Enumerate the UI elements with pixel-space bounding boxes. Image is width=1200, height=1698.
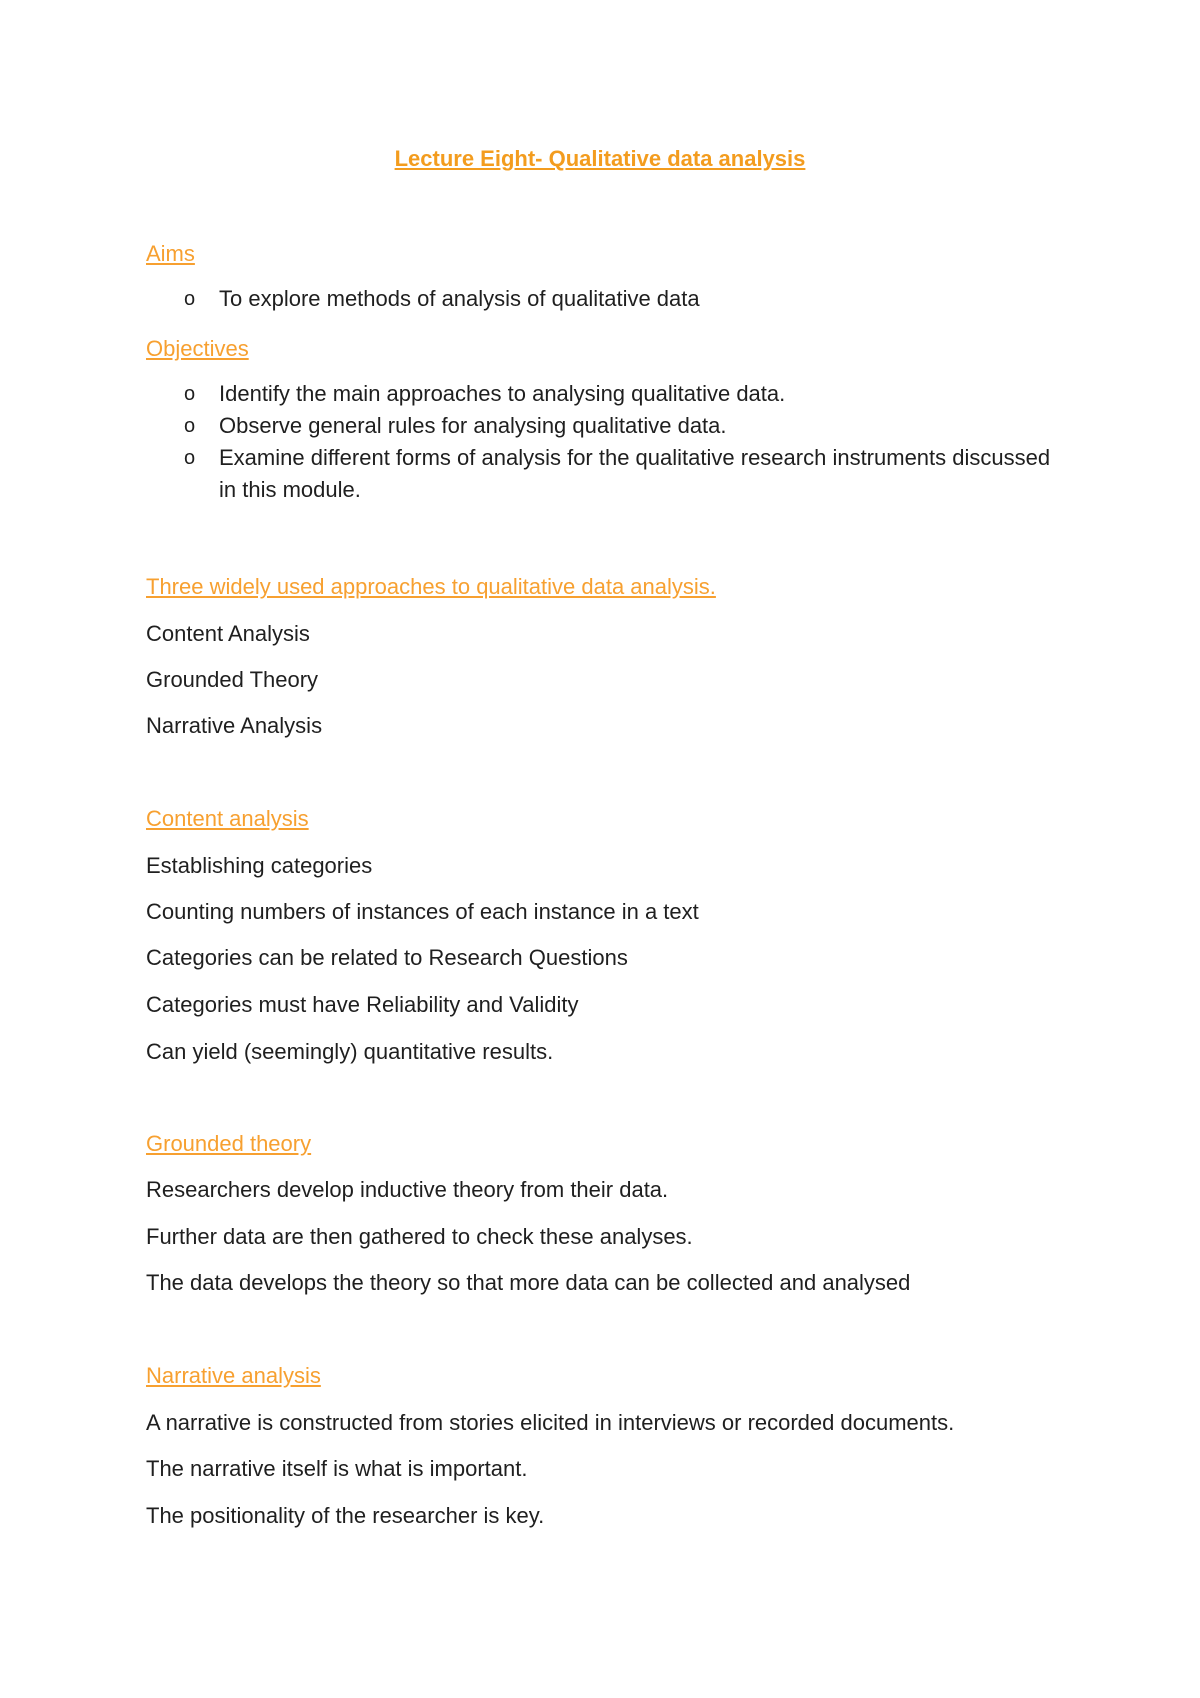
objectives-heading: Objectives [146,336,249,361]
grounded-theory-line: Further data are then gathered to check these analyses. [146,1224,693,1249]
list-item [146,410,1066,442]
bullet-marker: o [184,447,196,469]
list-item [146,442,1066,506]
aims-list-wrapper [146,283,1066,315]
objectives-section [146,338,1066,360]
approaches-line-1 [146,623,1066,645]
approaches-heading: Three widely used approaches to qualitative data analysis. [146,574,716,599]
narrative-line-1 [146,1412,1066,1434]
content-analysis-heading: Content analysis [146,806,309,831]
grounded-theory-line: Researchers develop inductive theory from their data. [146,1177,669,1202]
approach-item: Grounded Theory [146,667,319,692]
grounded-line-2 [146,1226,1066,1248]
content-analysis-line: Categories can be related to Research Questions [146,945,628,970]
content-analysis-line: Can yield (seemingly) quantitative results. [146,1039,554,1064]
bullet-marker: o [184,415,196,437]
approach-item: Content Analysis [146,621,310,646]
objectives-list [146,378,1066,506]
content-line-5 [146,1041,1066,1063]
content-analysis-line: Categories must have Reliability and Validity [146,992,579,1017]
objective-text: Identify the main approaches to analysing qualitative data. [219,381,786,406]
bullet-marker: o [184,383,196,405]
narrative-analysis-line: The narrative itself is what is important. [146,1456,528,1481]
objective-text: Observe general rules for analysing qualitative data. [219,413,727,438]
document-title: Lecture Eight- Qualitative data analysis [394,146,806,171]
grounded-theory-section [146,1133,1066,1155]
grounded-line-1 [146,1179,1066,1201]
aims-heading: Aims [146,241,195,266]
objectives-list-wrapper [146,378,1066,506]
aims-section [146,243,1066,265]
narrative-line-2 [146,1458,1066,1480]
grounded-theory-line: The data develops the theory so that more data can be collected and analysed [146,1270,911,1295]
narrative-analysis-line: A narrative is constructed from stories elicited in interviews or recorded documents. [146,1410,955,1435]
bullet-marker: o [184,288,196,310]
narrative-analysis-line: The positionality of the researcher is key. [146,1503,545,1528]
aims-bullet-text: To explore methods of analysis of qualitative data [219,286,700,311]
narrative-analysis-heading: Narrative analysis [146,1363,321,1388]
content-analysis-section [146,808,1066,830]
list-item [146,378,1066,410]
content-analysis-line: Establishing categories [146,853,373,878]
content-line-3 [146,947,1066,969]
content-analysis-line: Counting numbers of instances of each instance in a text [146,899,699,924]
grounded-theory-heading: Grounded theory [146,1131,312,1156]
narrative-line-3 [146,1505,1066,1527]
content-line-4 [146,994,1066,1016]
content-line-1 [146,855,1066,877]
content-line-2 [146,901,1066,923]
list-item [146,283,1066,315]
approaches-line-3 [146,715,1066,737]
grounded-line-3 [146,1272,1066,1294]
approaches-section [146,576,1066,598]
narrative-analysis-section [146,1365,1066,1387]
aims-list [146,283,1066,315]
approach-item: Narrative Analysis [146,713,323,738]
objective-text: Examine different forms of analysis for the qualitative research instruments discussed in this module. [219,445,1051,502]
approaches-line-2 [146,669,1066,691]
